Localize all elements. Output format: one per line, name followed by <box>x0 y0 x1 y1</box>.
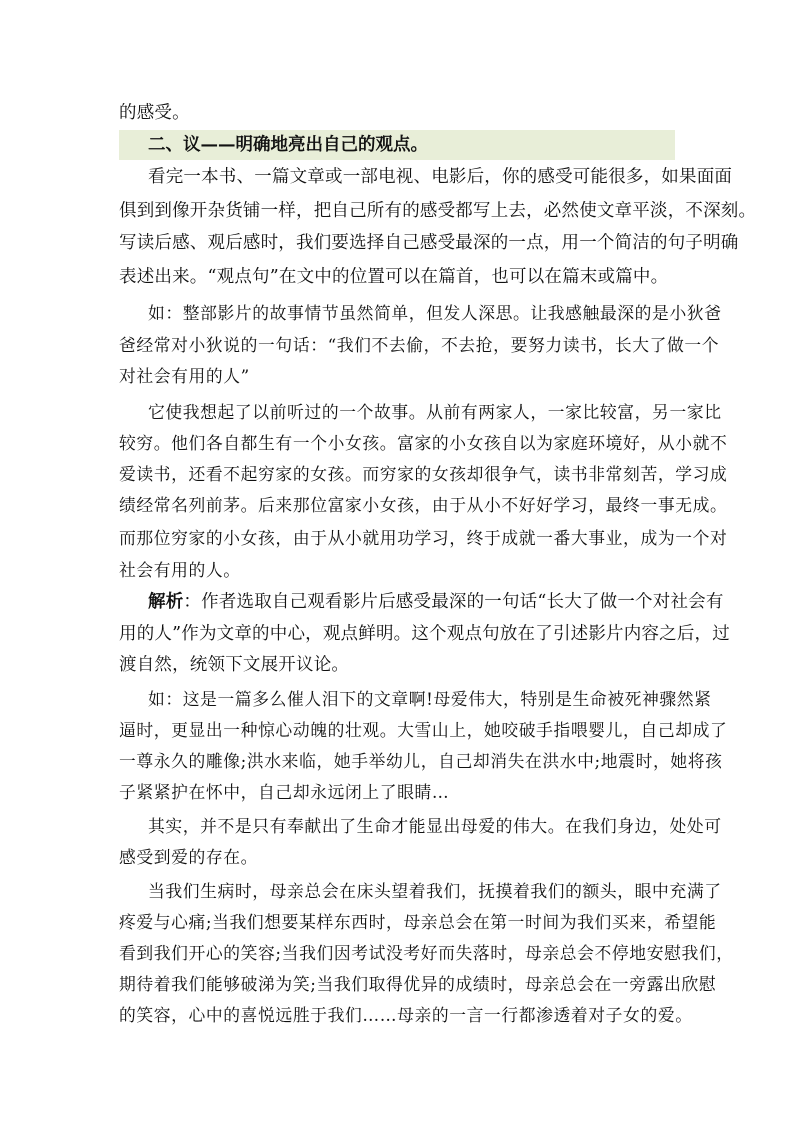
example1-line-3: 对社会有用的人” <box>119 366 250 386</box>
mother-para-line-4: 期待着我们能够破涕为笑;当我们取得优异的成绩时，母亲总会在一旁露出欣慰 <box>119 974 717 994</box>
analysis-label: 解析 <box>148 592 184 612</box>
example2-line-3: 一尊永久的雕像;洪水来临，她手举幼儿，自己却消失在洪水中;地震时，她将孩 <box>119 751 723 771</box>
intro-tail: 的感受。 <box>119 103 190 123</box>
mother-para-line-3: 看到我们开心的笑容;当我们因考试没考好而失落时，母亲总会不停地安慰我们， <box>119 943 734 963</box>
story-line-3: 爱读书，还看不起穷家的女孩。而穷家的女孩却很争气，读书非常刻苦，学习成 <box>119 464 728 484</box>
mother-para-line-5: 的笑容，心中的喜悦远胜于我们……母亲的一言一行都渗透着对子女的爱。 <box>119 1005 693 1025</box>
example2-line-4: 子紧紧护在怀中，自己却永远闭上了眼睛… <box>119 782 450 802</box>
example2-cont-line-2: 感受到爱的存在。 <box>119 847 259 867</box>
explanation-line-3: 写读后感、观后感时，我们要选择自己感受最深的一点，用一个简洁的句子明确 <box>119 233 739 253</box>
section-heading: 二、议——明确地亮出自己的观点。 <box>148 135 428 155</box>
mother-para-line-2: 疼爱与心痛;当我们想要某样东西时，母亲总会在第一时间为我们买来，希望能 <box>119 912 717 932</box>
analysis-line-3: 渡自然，统领下文展开议论。 <box>119 655 350 675</box>
explanation-line-4: 表述出来。“观点句”在文中的位置可以在篇首，也可以在篇末或篇中。 <box>119 267 669 287</box>
example1-line-1: 如：整部影片的故事情节虽然简单，但发人深思。让我感触最深的是小狄爸 <box>148 303 722 323</box>
example2-cont-line-1: 其实，并不是只有奉献出了生命才能显出母爱的伟大。在我们身边，处处可 <box>148 816 722 836</box>
explanation-line-2: 俱到到像开杂货铺一样，把自己所有的感受都写上去，必然使文章平淡，不深刻。 <box>119 201 757 221</box>
analysis-line-1 <box>148 590 724 614</box>
analysis-line-2: 用的人”作为文章的中心，观点鲜明。这个观点句放在了引述影片内容之后，过 <box>119 624 730 644</box>
explanation-line-1: 看完一本书、一篇文章或一部电视、电影后，你的感受可能很多，如果面面 <box>148 167 733 187</box>
story-line-5: 而那位穷家的小女孩，由于从小就用功学习，终于成就一番大事业，成为一个对 <box>119 528 728 548</box>
story-line-4: 绩经常名列前茅。后来那位富家小女孩，由于从小不好好学习，最终一事无成。 <box>119 495 728 515</box>
example2-line-2: 逼时，更显出一种惊心动魄的壮观。大雪山上，她咬破手指喂婴儿，自己却成了 <box>119 720 728 740</box>
example2-line-1: 如：这是一篇多么催人泪下的文章啊!母爱伟大，特别是生命被死神骤然紧 <box>148 689 712 709</box>
story-line-2: 较穷。他们各自都生有一个小女孩。富家的小女孩自以为家庭环境好，从小就不 <box>119 433 728 453</box>
example1-line-2: 爸经常对小狄说的一句话：“我们不去偷，不去抢，要努力读书，长大了做一个 <box>119 335 720 355</box>
story-line-6: 社会有用的人。 <box>119 560 241 580</box>
mother-para-line-1: 当我们生病时，母亲总会在床头望着我们，抚摸着我们的额头，眼中充满了 <box>148 881 722 901</box>
analysis-text-1: ：作者选取自己观看影片后感受最深的一句话“长大了做一个对社会有 <box>183 592 724 612</box>
story-line-1: 它使我想起了以前听过的一个故事。从前有两家人，一家比较富，另一家比 <box>148 402 722 422</box>
